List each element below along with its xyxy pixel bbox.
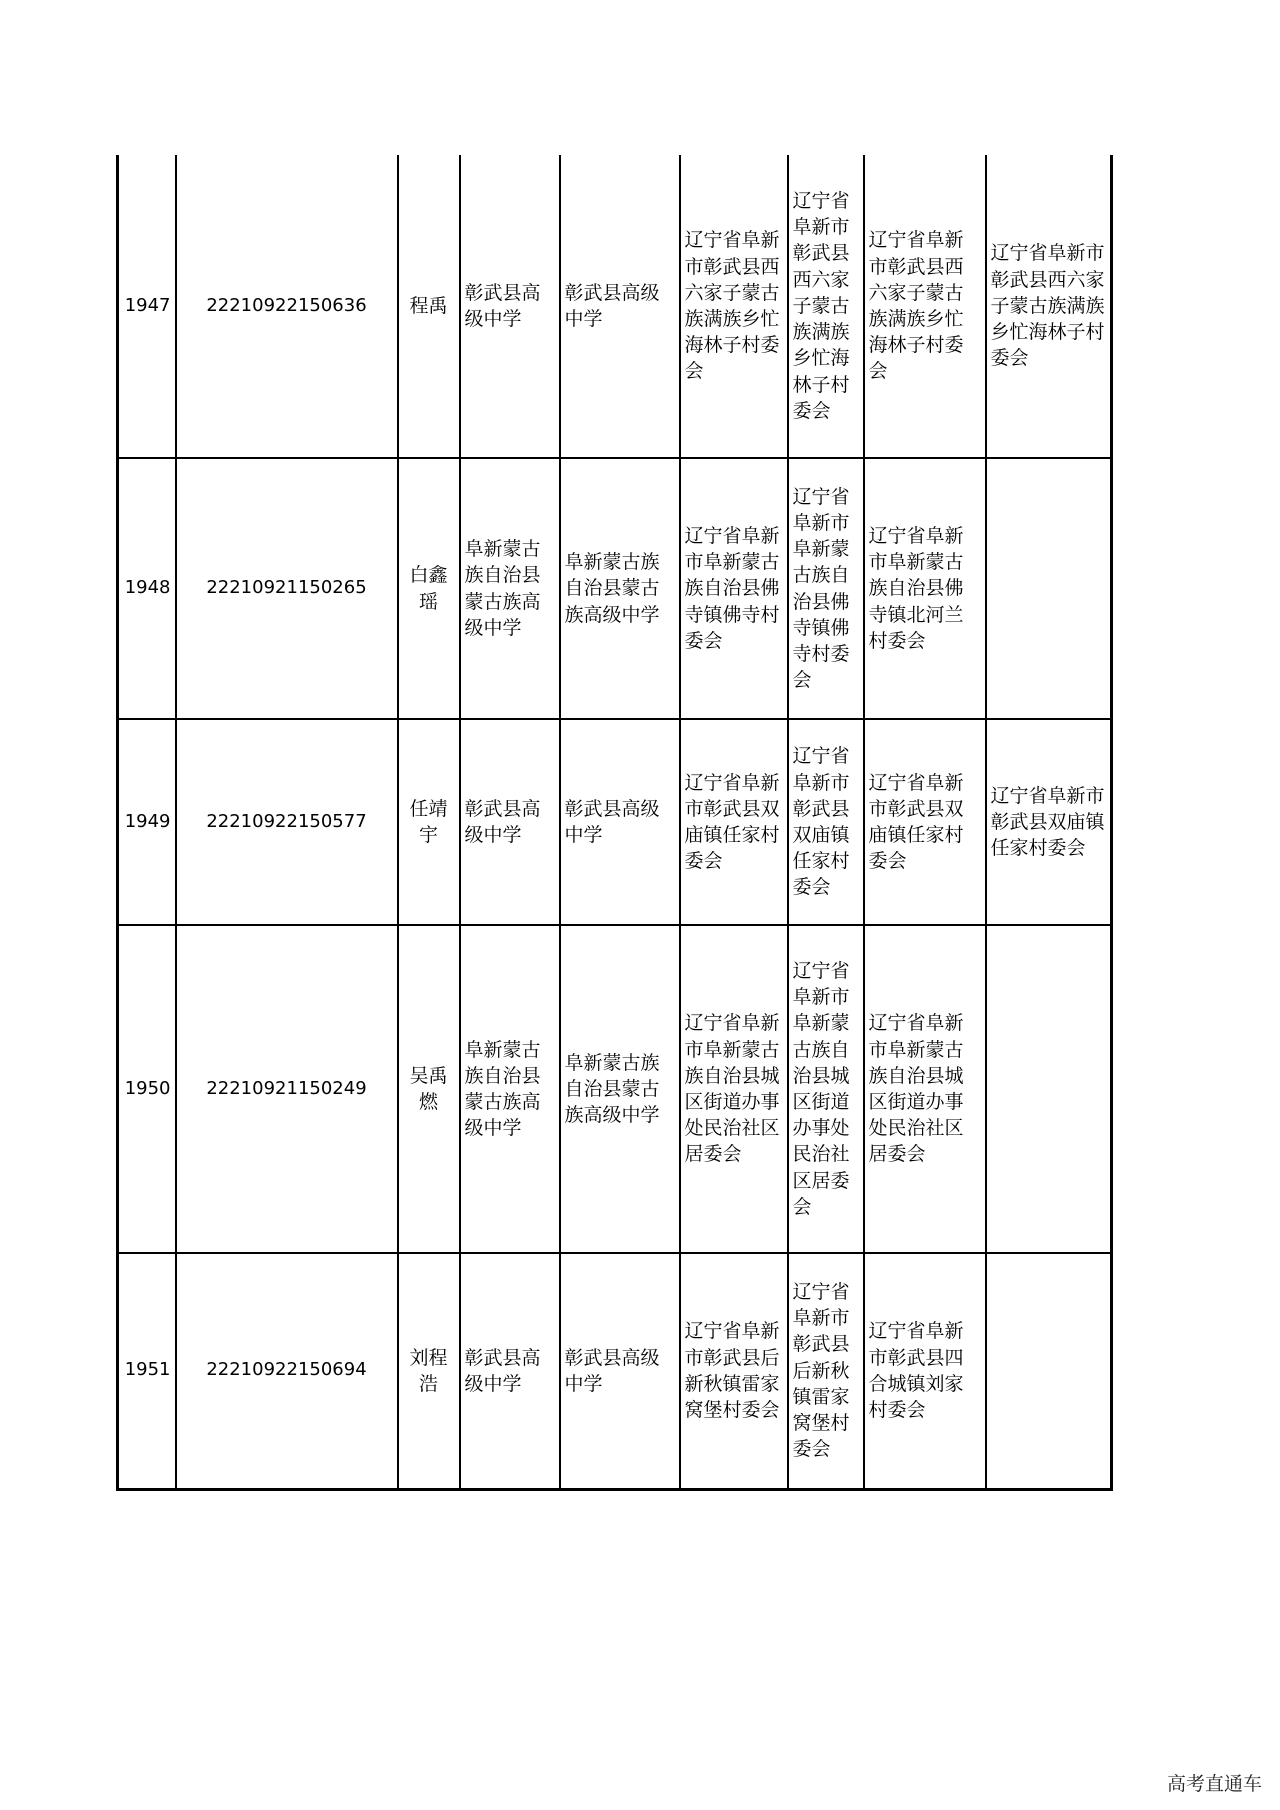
table-row: [118, 719, 1112, 925]
name-cell: 吴禹燃: [398, 925, 460, 1253]
seq-cell: 1948: [118, 458, 176, 719]
school-full-cell: 彰武县高级中学: [560, 155, 680, 458]
school-full-cell: 阜新蒙古族自治县蒙古族高级中学: [560, 925, 680, 1253]
address-a-cell: 辽宁省阜新市彰武县后新秋镇雷家窝堡村委会: [788, 1253, 864, 1489]
address-c-cell: [986, 458, 1112, 719]
address-b-cell: 辽宁省阜新市彰武县西六家子蒙古族满族乡忙海林子村委会: [864, 155, 986, 458]
table-row: [118, 458, 1112, 719]
seq-cell: 1949: [118, 719, 176, 925]
school-cell: 彰武县高级中学: [460, 719, 560, 925]
hukou-cell: 辽宁省阜新市彰武县后新秋镇雷家窝堡村委会: [680, 1253, 788, 1489]
hukou-cell: 辽宁省阜新市阜新蒙古族自治县佛寺镇佛寺村委会: [680, 458, 788, 719]
address-c-cell: 辽宁省阜新市彰武县西六家子蒙古族满族乡忙海林子村委会: [986, 155, 1112, 458]
address-b-cell: 辽宁省阜新市彰武县双庙镇任家村委会: [864, 719, 986, 925]
table-row: [118, 1253, 1112, 1489]
hukou-cell: 辽宁省阜新市彰武县西六家子蒙古族满族乡忙海林子村委会: [680, 155, 788, 458]
address-b-cell: 辽宁省阜新市阜新蒙古族自治县城区街道办事处民治社区居委会: [864, 925, 986, 1253]
school-cell: 阜新蒙古族自治县蒙古族高级中学: [460, 458, 560, 719]
school-full-cell: 彰武县高级中学: [560, 1253, 680, 1489]
school-full-cell: 阜新蒙古族自治县蒙古族高级中学: [560, 458, 680, 719]
roster-table: [116, 155, 1113, 1491]
id-cell: 22210922150577: [176, 719, 398, 925]
table-row: [118, 925, 1112, 1253]
school-full-cell: 彰武县高级中学: [560, 719, 680, 925]
watermark: 高考直通车: [1166, 1773, 1262, 1795]
id-cell: 22210922150636: [176, 155, 398, 458]
address-c-cell: 辽宁省阜新市彰武县双庙镇任家村委会: [986, 719, 1112, 925]
seq-cell: 1950: [118, 925, 176, 1253]
hukou-cell: 辽宁省阜新市阜新蒙古族自治县城区街道办事处民治社区居委会: [680, 925, 788, 1253]
hukou-cell: 辽宁省阜新市彰武县双庙镇任家村委会: [680, 719, 788, 925]
id-cell: 22210921150265: [176, 458, 398, 719]
address-a-cell: 辽宁省阜新市阜新蒙古族自治县佛寺镇佛寺村委会: [788, 458, 864, 719]
address-a-cell: 辽宁省阜新市彰武县西六家子蒙古族满族乡忙海林子村委会: [788, 155, 864, 458]
name-cell: 任靖宇: [398, 719, 460, 925]
name-cell: 程禹: [398, 155, 460, 458]
address-a-cell: 辽宁省阜新市彰武县双庙镇任家村委会: [788, 719, 864, 925]
address-c-cell: [986, 925, 1112, 1253]
school-cell: 阜新蒙古族自治县蒙古族高级中学: [460, 925, 560, 1253]
id-cell: 22210922150694: [176, 1253, 398, 1489]
address-b-cell: 辽宁省阜新市阜新蒙古族自治县佛寺镇北河兰村委会: [864, 458, 986, 719]
address-c-cell: [986, 1253, 1112, 1489]
id-cell: 22210921150249: [176, 925, 398, 1253]
school-cell: 彰武县高级中学: [460, 1253, 560, 1489]
name-cell: 刘程浩: [398, 1253, 460, 1489]
seq-cell: 1947: [118, 155, 176, 458]
address-b-cell: 辽宁省阜新市彰武县四合城镇刘家村委会: [864, 1253, 986, 1489]
name-cell: 白鑫瑶: [398, 458, 460, 719]
address-a-cell: 辽宁省阜新市阜新蒙古族自治县城区街道办事处民治社区居委会: [788, 925, 864, 1253]
table-row: [118, 155, 1112, 458]
school-cell: 彰武县高级中学: [460, 155, 560, 458]
seq-cell: 1951: [118, 1253, 176, 1489]
